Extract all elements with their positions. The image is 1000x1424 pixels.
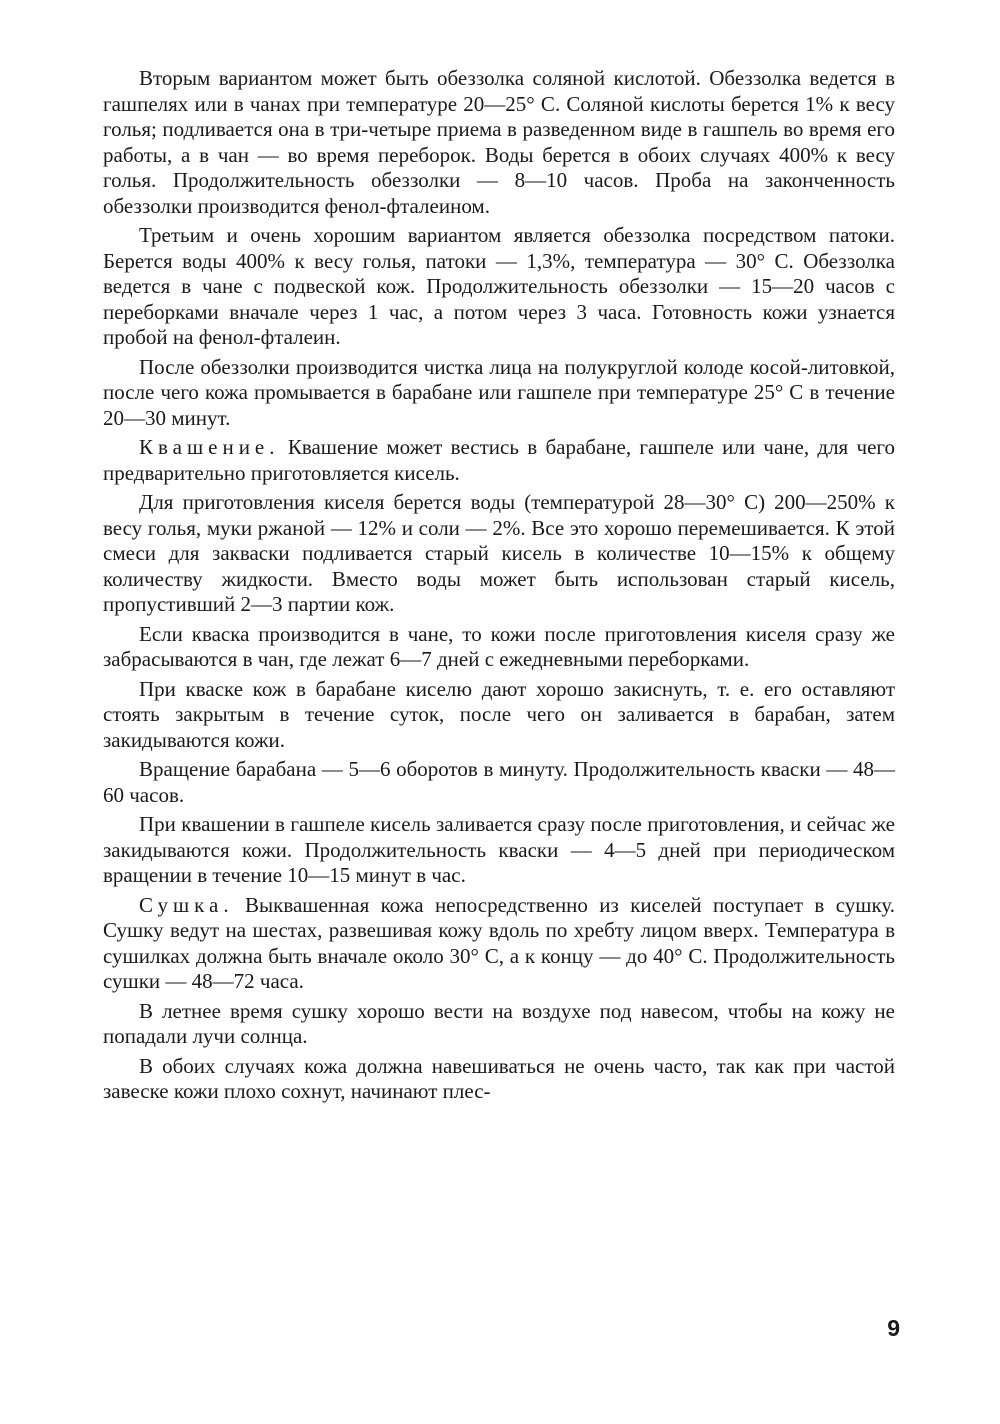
paragraph-1 — [103, 66, 895, 219]
paragraph-2-text: Третьим и очень хорошим вариантом является обеззолка посредством патоки. Берется воды 400% к весу голья, патоки — 1,3%, температура — 30° С. Обеззолка ведется в чане с подвеской кож. Продолжительность обеззолки — 15—20 часов с переборками вначале через 1 час, а потом через 3 часа. Готовность кожи узнается пробой на фенол-фталеин. — [103, 223, 895, 349]
paragraph-1-text: Вторым вариантом может быть обеззолка соляной кислотой. Обеззолка ведется в гашпелях или в чанах при температуре 20—25° С. Соляной кислоты берется 1% к весу голья; подливается она в три-четыре приема в разведенном виде в гашпель во время его работы, а в чан — во время переборок. Воды берется в обоих случаях 400% к весу голья. Продолжительность обеззолки — 8—10 часов. Проба на законченность обеззолки производится фенол-фталеином. — [103, 66, 895, 218]
paragraph-5-text: Для приготовления киселя берется воды (температурой 28—30° С) 200—250% к весу голья, муки ржаной — 12% и соли — 2%. Все это хорошо перемешивается. К этой смеси для закваски подливается старый кисель в количестве 10—15% к общему количеству жидкости. Вместо воды может быть использован старый кисель, пропустивший 2—3 партии кож. — [103, 490, 895, 616]
paragraph-10-text: Выквашенная кожа непосредственно из киселей поступает в сушку. Сушку ведут на шестах, развешивая кожу вдоль по хребту лицом вверх. Температура в сушилках должна быть вначале около 30° С, а к концу — до 40° С. Продолжительность сушки — 48—72 часа. — [103, 892, 895, 993]
paragraph-4-text: Квашение может вестись в барабане, гашпеле или чане, для чего предварительно приготовляется кисель. — [103, 435, 895, 485]
section-heading-kvashenie: Квашение. — [139, 435, 280, 459]
paragraph-8 — [103, 757, 895, 808]
paragraph-5 — [103, 490, 895, 618]
paragraph-11 — [103, 999, 895, 1050]
paragraph-7-text: При кваске кож в барабане киселю дают хорошо закиснуть, т. е. его оставляют стоять закрытым в течение суток, после чего он заливается в барабан, затем закидываются кожи. — [103, 676, 895, 752]
paragraph-12 — [103, 1054, 895, 1105]
paragraph-6-text: Если кваска производится в чане, то кожи после приготовления киселя сразу же забрасываются в чан, где лежат 6—7 дней с ежедневными переборками. — [103, 621, 895, 671]
paragraph-9 — [103, 812, 895, 889]
paragraph-2 — [103, 223, 895, 351]
paragraph-11-text: В летнее время сушку хорошо вести на воздухе под навесом, чтобы на кожу не попадали лучи солнца. — [103, 998, 895, 1048]
paragraph-6 — [103, 622, 895, 673]
paragraph-4 — [103, 435, 895, 486]
paragraph-8-text: Вращение барабана — 5—6 оборотов в минуту. Продолжительность кваски — 48—60 часов. — [103, 757, 895, 807]
paragraph-3 — [103, 355, 895, 432]
page-body — [103, 66, 895, 1109]
paragraph-12-text: В обоих случаях кожа должна навешиваться не очень часто, так как при частой завеске кожи плохо сохнут, начинают плес- — [103, 1053, 895, 1103]
paragraph-10 — [103, 893, 895, 995]
section-heading-sushka: Сушка. — [139, 892, 234, 917]
page-number: 9 — [887, 1315, 900, 1341]
paragraph-3-text: После обеззолки производится чистка лица на полукруглой колоде косой-литовкой, после чего кожа промывается в барабане или гашпеле при температуре 25° С в течение 20—30 минут. — [103, 354, 895, 430]
paragraph-9-text: При квашении в гашпеле кисель заливается сразу после приготовления, и сейчас же закидываются кожи. Продолжительность кваски — 4—5 дней при периодическом вращении в течение 10—15 минут в час. — [103, 812, 895, 887]
paragraph-7 — [103, 677, 895, 754]
